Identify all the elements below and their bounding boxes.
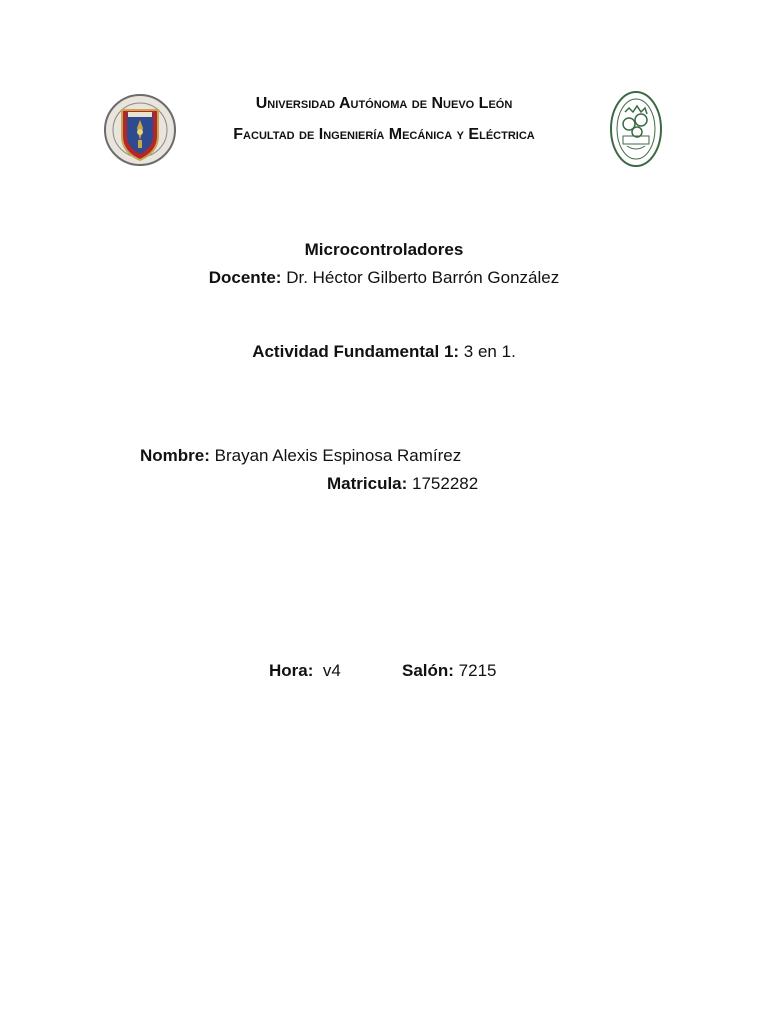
student-name-line — [140, 446, 461, 466]
room-line — [402, 661, 497, 681]
subject-title: Microcontroladores — [304, 240, 464, 259]
fime-seal-logo — [609, 90, 663, 168]
university-name: Universidad Autónoma de Nuevo León — [255, 95, 513, 112]
faculty-name: Facultad de Ingeniería Mecánica y Eléctrica — [233, 126, 535, 143]
teacher-line — [0, 268, 768, 288]
student-name-value: Brayan Alexis Espinosa Ramírez — [209, 446, 462, 465]
activity-label: Actividad Fundamental 1: — [252, 342, 460, 361]
activity-line — [0, 342, 768, 362]
room-value: 7215 — [453, 661, 497, 680]
room-label: Salón: — [402, 661, 454, 680]
student-name-label: Nombre: — [140, 446, 210, 465]
teacher-label: Docente: — [208, 268, 282, 287]
activity-value: 3 en 1. — [459, 342, 516, 361]
hour-value: v4 — [313, 661, 341, 680]
hour-line — [269, 661, 341, 681]
student-id-line — [327, 474, 478, 494]
teacher-value: Dr. Héctor Gilberto Barrón González — [281, 268, 560, 287]
student-id-label: Matricula: — [327, 474, 408, 493]
hour-label: Hora: — [269, 661, 314, 680]
student-id-value: 1752282 — [407, 474, 479, 493]
